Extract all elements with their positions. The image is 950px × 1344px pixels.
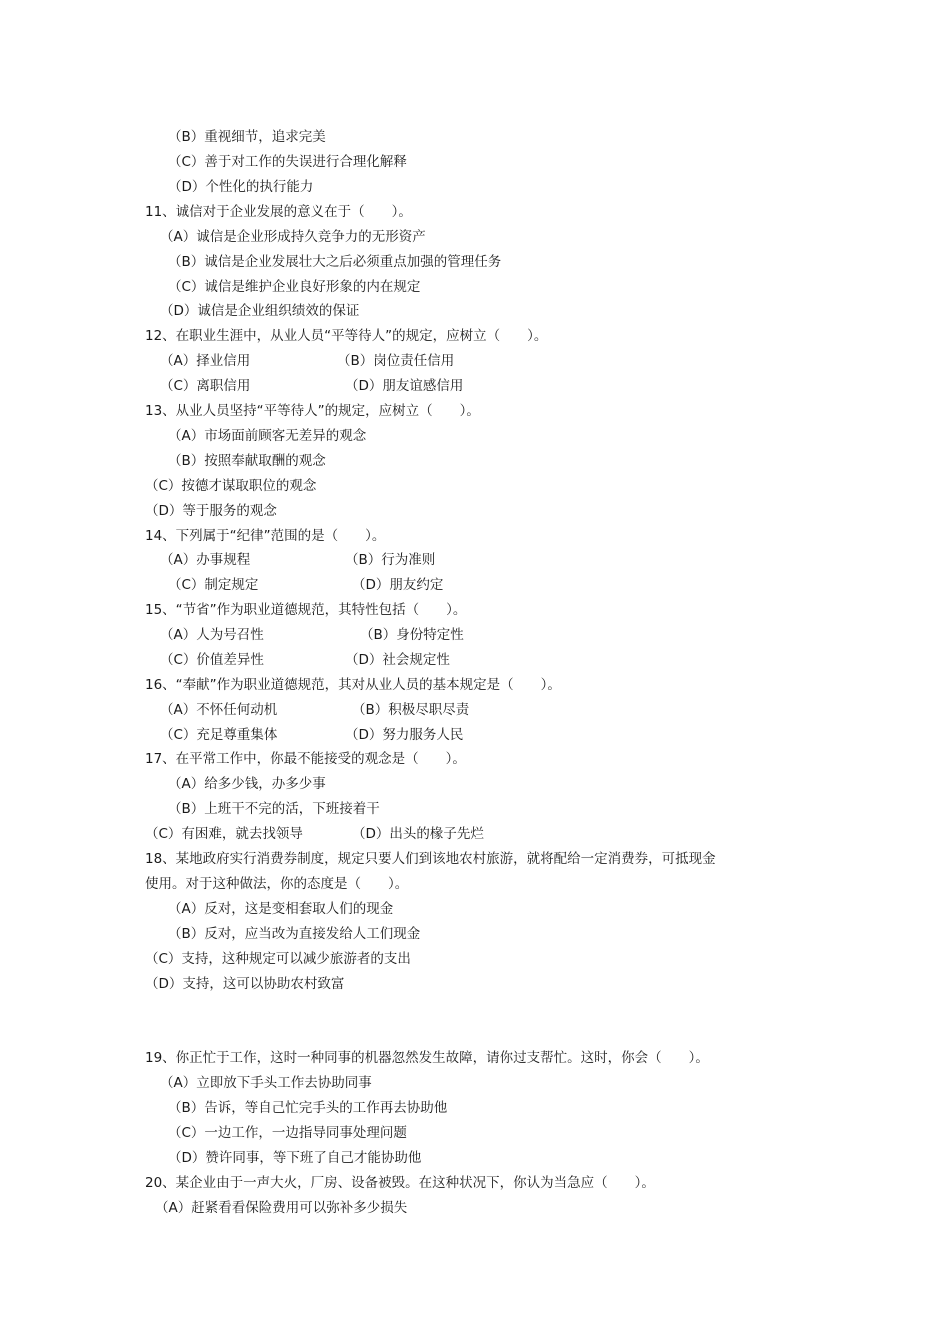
option-13a: （A）市场面前顾客无差异的观念 xyxy=(168,428,367,444)
option-17c: （C）有困难，就去找领导 xyxy=(145,826,303,842)
option-13d: （D）等于服务的观念 xyxy=(145,503,277,519)
question-15: 15、“节省”作为职业道德规范，其特性包括（ ）。 xyxy=(145,602,467,618)
question-20: 20、某企业由于一声大火，厂房、设备被毁。在这种状况下，你认为当急应（ ）。 xyxy=(145,1175,655,1191)
option-10c: （C）善于对工作的失误进行合理化解释 xyxy=(168,154,407,170)
option-17a: （A）给多少钱，办多少事 xyxy=(168,776,326,792)
option-11b: （B）诚信是企业发展壮大之后必须重点加强的管理任务 xyxy=(168,254,502,270)
option-16c: （C）充足尊重集体 xyxy=(160,727,278,743)
question-11: 11、诚信对于企业发展的意义在于（ ）。 xyxy=(145,204,412,220)
question-14: 14、下列属于“纪律”范围的是（ ）。 xyxy=(145,528,386,544)
option-18c: （C）支持，这种规定可以减少旅游者的支出 xyxy=(145,951,411,967)
option-18b: （B）反对，应当改为直接发给人工们现金 xyxy=(168,926,421,942)
option-11d: （D）诚信是企业组织绩效的保证 xyxy=(160,303,360,319)
question-18-line-2: 使用。对于这种做法，你的态度是（ ）。 xyxy=(145,876,409,892)
option-12a: （A）择业信用 xyxy=(160,353,251,369)
option-12d: （D）朋友谊感信用 xyxy=(345,378,464,394)
option-11a: （A）诚信是企业形成持久竞争力的无形资产 xyxy=(160,229,426,245)
option-15b: （B）身份特定性 xyxy=(360,627,464,643)
question-18-line-1: 18、某地政府实行消费券制度，规定只要人们到该地农村旅游，就将配给一定消费券，可抵现金 xyxy=(145,851,716,867)
option-14b: （B）行为准则 xyxy=(345,552,436,568)
question-13: 13、从业人员坚持“平等待人”的规定，应树立（ ）。 xyxy=(145,403,480,419)
option-10d: （D）个性化的执行能力 xyxy=(168,179,314,195)
question-17: 17、在平常工作中，你最不能接受的观念是（ ）。 xyxy=(145,751,466,767)
option-16a: （A）不怀任何动机 xyxy=(160,702,278,718)
option-12b: （B）岗位责任信用 xyxy=(337,353,455,369)
option-17d: （D）出头的椽子先烂 xyxy=(352,826,484,842)
option-15d: （D）社会规定性 xyxy=(345,652,450,668)
option-19c: （C）一边工作，一边指导同事处理问题 xyxy=(168,1125,407,1141)
option-13b: （B）按照奉献取酬的观念 xyxy=(168,453,326,469)
option-11c: （C）诚信是维护企业良好形象的内在规定 xyxy=(168,279,421,295)
option-14d: （D）朋友约定 xyxy=(352,577,444,593)
option-14c: （C）制定规定 xyxy=(168,577,259,593)
option-16b: （B）积极尽职尽责 xyxy=(352,702,470,718)
option-17b: （B）上班干不完的活，下班接着干 xyxy=(168,801,380,817)
question-19: 19、你正忙于工作，这时一种同事的机器忽然发生故障，请你过支帮忙。这时，你会（ ）。 xyxy=(145,1050,709,1066)
option-19b: （B）告诉，等自己忙完手头的工作再去协助他 xyxy=(168,1100,448,1116)
option-16d: （D）努力服务人民 xyxy=(345,727,464,743)
option-12c: （C）离职信用 xyxy=(160,378,251,394)
option-19a: （A）立即放下手头工作去协助同事 xyxy=(160,1075,372,1091)
option-18d: （D）支持，这可以协助农村致富 xyxy=(145,976,345,992)
question-12: 12、在职业生涯中，从业人员“平等待人”的规定，应树立（ ）。 xyxy=(145,328,548,344)
option-15c: （C）价值差异性 xyxy=(160,652,264,668)
option-13c: （C）按德才谋取职位的观念 xyxy=(145,478,317,494)
option-19d: （D）赞许同事，等下班了自己才能协助他 xyxy=(168,1150,422,1166)
option-14a: （A）办事规程 xyxy=(160,552,251,568)
option-15a: （A）人为号召性 xyxy=(160,627,264,643)
option-10b: （B）重视细节，追求完美 xyxy=(168,129,326,145)
question-16: 16、“奉献”作为职业道德规范，其对从业人员的基本规定是（ ）。 xyxy=(145,677,561,693)
option-20a: （A）赶紧看看保险费用可以弥补多少损失 xyxy=(155,1200,408,1216)
option-18a: （A）反对，这是变相套取人们的现金 xyxy=(168,901,394,917)
